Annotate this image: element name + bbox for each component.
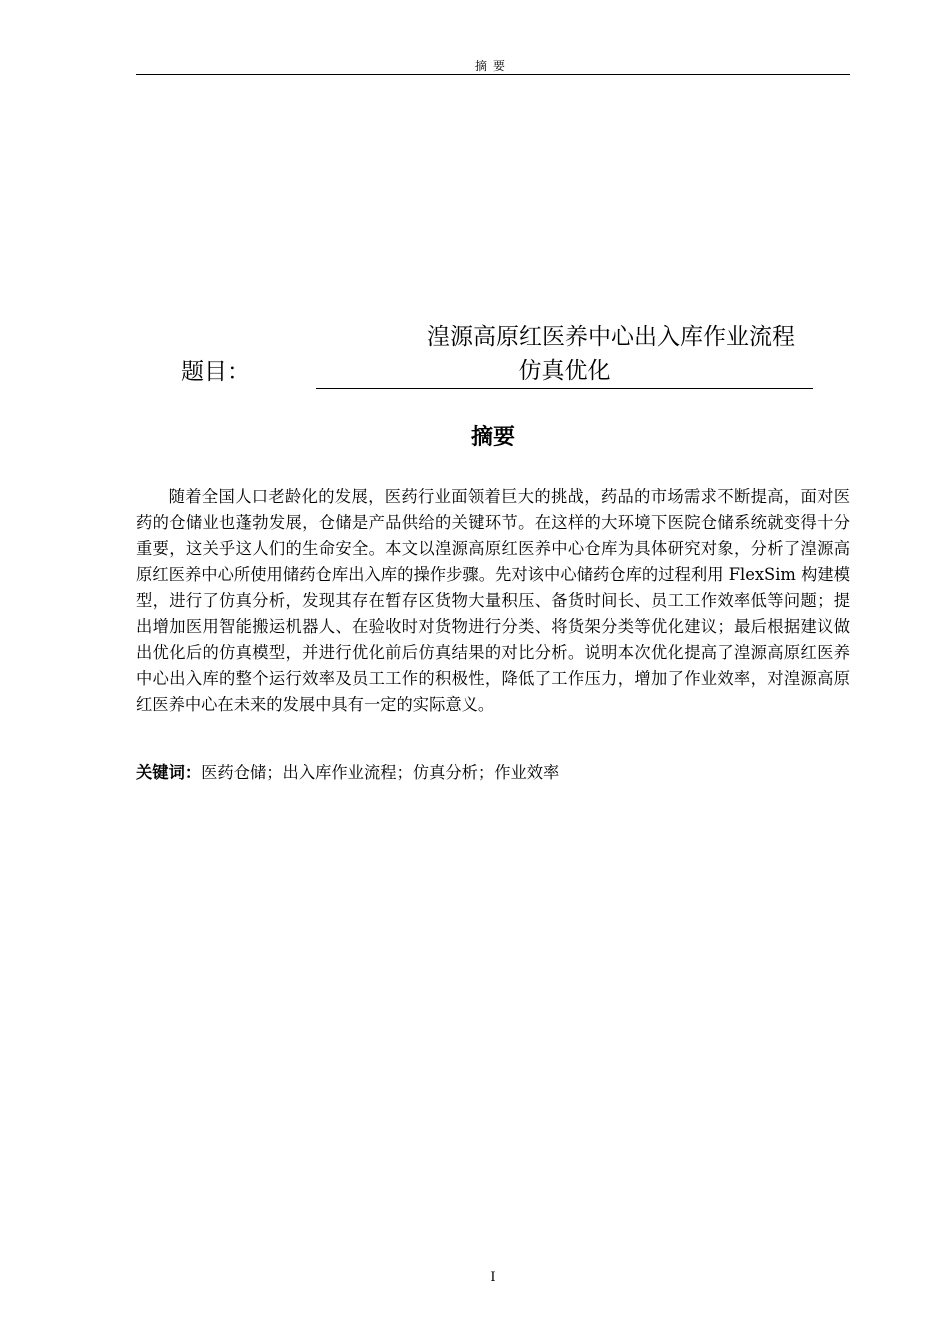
- keywords-label: 关键词：: [136, 763, 202, 782]
- abstract-heading: 摘要: [470, 425, 515, 450]
- thesis-title-line-1: 湟源高原红医养中心出入库作业流程: [427, 324, 795, 350]
- header-divider: [136, 74, 850, 75]
- running-header: 摘要: [474, 59, 511, 73]
- keywords-line: [136, 760, 850, 786]
- abstract-body: 随着全国人口老龄化的发展，医药行业面领着巨大的挑战，药品的市场需求不断提高，面对医药的仓储业也蓬勃发展，仓储是产品供给的关键环节。在这样的大环境下医院仓储系统就变得十分重要，这关乎这人们的生命安全。本文以湟源高原红医养中心仓库为具体研究对象，分析了湟源高原红医养中心所使用储药仓库出入库的操作步骤。先对该中心储药仓库的过程利用 FlexSim 构建模型，进行了仿真分析，发现其存在暂存区货物大量积压、备货时间长、员工工作效率低等问题；提出增加医用智能搬运机器人、在验收时对货物进行分类、将货架分类等优化建议；最后根据建议做出优化后的仿真模型，并进行优化前后仿真结果的对比分析。说明本次优化提高了湟源高原红医养中心出入库的整个运行效率及员工工作的积极性，降低了工作压力，增加了作业效率，对湟源高原红医养中心在未来的发展中具有一定的实际意义。: [136, 487, 850, 714]
- thesis-title-line-2: 仿真优化: [316, 354, 813, 389]
- keywords-text: 医药仓储；出入库作业流程；仿真分析；作业效率: [201, 763, 560, 782]
- page-number: I: [490, 1270, 496, 1285]
- title-label: 题目：: [181, 359, 250, 385]
- thesis-title: [316, 320, 813, 389]
